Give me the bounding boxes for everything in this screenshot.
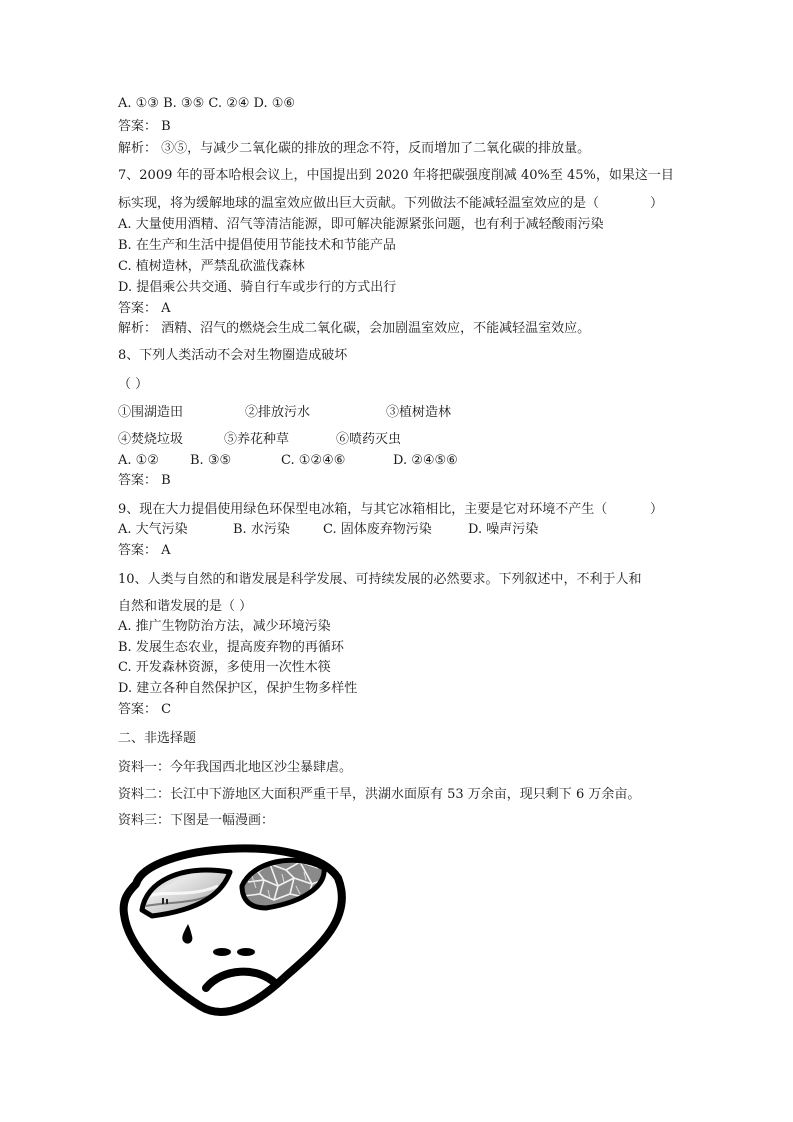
q10-answer: 答案： C: [118, 702, 172, 717]
q7-option-a: A. 大量使用酒精、沼气等清洁能源，即可解决能源紧张问题，也有利于减轻酸雨污染: [118, 217, 604, 232]
q7-stem-line2: 标实现，将为缓解地球的温室效应做出巨大贡献。下列做法不能减轻温室效应的是（: [118, 196, 600, 211]
q10-option-c: C. 开发森林资源，多使用一次性木筷: [118, 660, 331, 675]
q9-option-a: A. 大气污染: [118, 522, 188, 537]
q10-stem-line2: 自然和谐发展的是（ ）: [118, 599, 253, 614]
q9-answer: 答案： A: [118, 543, 171, 558]
q8-item-2: ②排放污水: [245, 405, 311, 420]
nostril-left: [213, 948, 231, 956]
q7-paren-close: ）: [650, 196, 664, 211]
material-2: 资料二：长江中下游地区大面积严重干旱，洪湖水面原有 53 万余亩，现只剩下 6 万余亩。: [118, 787, 641, 802]
q6-answer: 答案： B: [118, 119, 171, 134]
section-heading: 二、非选择题: [118, 731, 197, 746]
q6-options: A. ①③ B. ③⑤ C. ②④ D. ①⑥: [118, 96, 296, 111]
q9-option-c: C. 固体废弃物污染: [323, 522, 432, 537]
q8-option-a: A. ①②: [118, 453, 159, 468]
q8-items-row2: [118, 432, 678, 448]
q8-items-row1: [118, 405, 678, 421]
q8-item-5: ⑤养花种草: [224, 432, 290, 447]
nostril-right: [237, 948, 255, 956]
q8-option-b: B. ③⑤: [190, 453, 232, 468]
q8-paren: （ ）: [118, 377, 149, 392]
q8-item-3: ③植树造林: [386, 405, 452, 420]
material-3: 资料三：下图是一幅漫画：: [118, 813, 275, 828]
q8-item-4: ④焚烧垃圾: [118, 432, 184, 447]
q9-option-b: B. 水污染: [233, 522, 290, 537]
q8-answer: 答案： B: [118, 473, 171, 488]
q9-stem: 9、现在大力提倡使用绿色环保型电冰箱，与其它冰箱相比，主要是它对环境不产生（: [118, 502, 608, 517]
q7-option-d: D. 提倡乘公共交通、骑自行车或步行的方式出行: [118, 280, 397, 295]
q10-option-b: B. 发展生态农业，提高废弃物的再循环: [118, 640, 344, 655]
q10-option-d: D. 建立各种自然保护区，保护生物多样性: [118, 681, 358, 696]
q8-option-c: C. ①②④⑥: [281, 453, 346, 468]
q8-item-6: ⑥喷药灭虫: [336, 432, 402, 447]
q8-stem: 8、下列人类活动不会对生物圈造成破坏: [118, 348, 348, 363]
q9-paren-close: ）: [650, 502, 664, 517]
q10-stem-line1: 10、人类与自然的和谐发展是科学发展、可持续发展的必然要求。下列叙述中，不利于人和: [118, 572, 642, 587]
q7-answer: 答案： A: [118, 301, 171, 316]
q6-analysis: 解析： ③⑤，与减少二氧化碳的排放的理念不符，反而增加了二氧化碳的排放量。: [118, 141, 591, 156]
q7-stem-line1: 7、2009 年的哥本哈根会议上，中国提出到 2020 年将把碳强度削减 40%至 45%，如果这一目: [118, 168, 674, 183]
q9-option-d: D. 噪声污染: [468, 522, 539, 537]
q9-options-row: [118, 522, 678, 538]
q7-analysis: 解析： 酒精、沼气的燃烧会生成二氧化碳，会加剧温室效应，不能减轻温室效应。: [118, 321, 591, 336]
material-1: 资料一：今年我国西北地区沙尘暴肆虐。: [118, 760, 353, 775]
q8-item-1: ①围湖造田: [118, 405, 184, 420]
q7-option-c: C. 植树造林，严禁乱砍滥伐森林: [118, 259, 305, 274]
q7-option-b: B. 在生产和生活中提倡使用节能技术和节能产品: [118, 238, 396, 253]
q8-options-row: [118, 453, 678, 469]
q10-option-a: A. 推广生物防治方法，减少环境污染: [118, 619, 331, 634]
q8-option-d: D. ②④⑤⑥: [393, 453, 458, 468]
cartoon-sad-face-illustration: [118, 838, 350, 1022]
